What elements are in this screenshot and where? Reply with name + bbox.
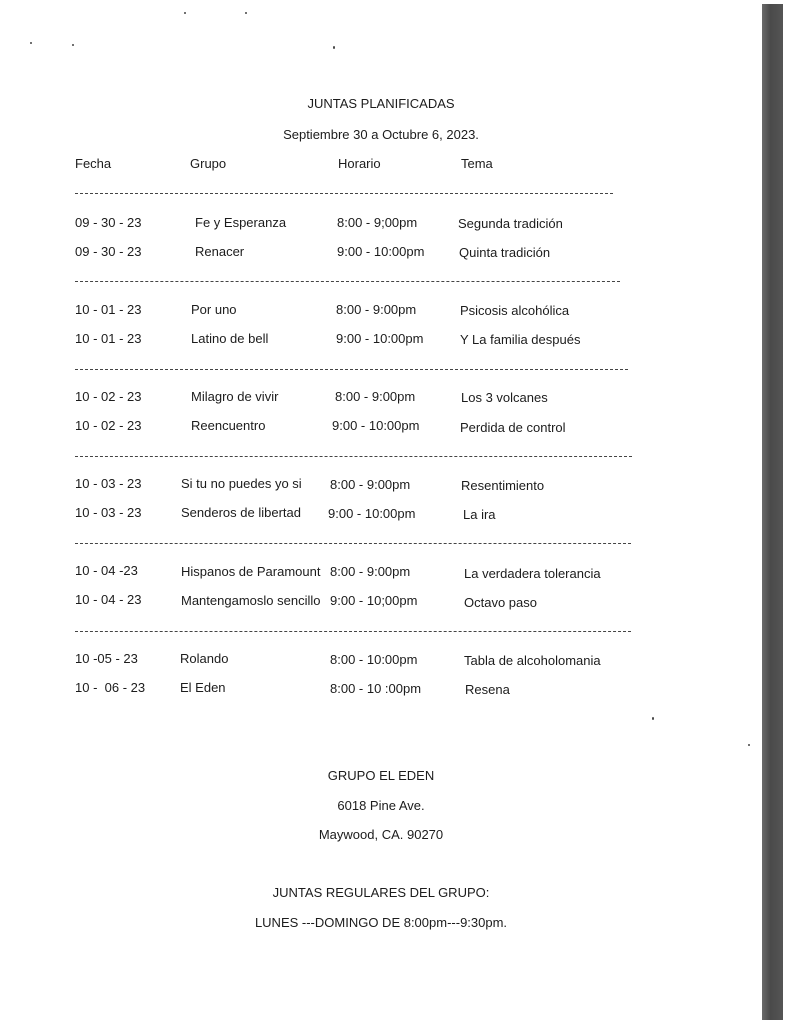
row-1-fecha: 09 - 30 - 23 xyxy=(75,215,142,230)
row-7-horario: 8:00 - 9:00pm xyxy=(330,477,411,492)
row-1-grupo: Fe y Esperanza xyxy=(195,215,287,230)
row-2-grupo: Renacer xyxy=(195,244,245,259)
row-6-fecha: 10 - 02 - 23 xyxy=(75,418,142,433)
document-title: JUNTAS PLANIFICADAS xyxy=(307,96,455,111)
row-8-fecha: 10 - 03 - 23 xyxy=(75,505,142,520)
row-11-fecha: 10 -05 - 23 xyxy=(75,651,138,666)
header-horario: Horario xyxy=(338,156,381,171)
section-divider xyxy=(75,281,620,282)
header-fecha: Fecha xyxy=(75,156,112,171)
scan-speck xyxy=(333,46,335,49)
row-7-tema: Resentimiento xyxy=(461,478,545,493)
row-8-grupo: Senderos de libertad xyxy=(181,505,301,520)
row-7-fecha: 10 - 03 - 23 xyxy=(75,476,142,491)
row-10-grupo: Mantengamoslo sencillo xyxy=(181,593,321,608)
regular-meetings-title: JUNTAS REGULARES DEL GRUPO: xyxy=(272,885,490,900)
row-6-horario: 9:00 - 10:00pm xyxy=(332,418,420,433)
scan-speck xyxy=(184,12,186,14)
row-2-fecha: 09 - 30 - 23 xyxy=(75,244,142,259)
date-range: Septiembre 30 a Octubre 6, 2023. xyxy=(283,127,479,142)
section-divider xyxy=(75,631,631,632)
row-9-grupo: Hispanos de Paramount xyxy=(181,564,321,579)
row-5-horario: 8:00 - 9:00pm xyxy=(335,389,416,404)
row-11-tema: Tabla de alcoholomania xyxy=(464,653,601,668)
row-3-horario: 8:00 - 9:00pm xyxy=(336,302,417,317)
row-6-grupo: Reencuentro xyxy=(191,418,266,433)
scan-shadow-edge xyxy=(762,4,783,1020)
group-name: GRUPO EL EDEN xyxy=(327,768,435,783)
group-address: 6018 Pine Ave. xyxy=(337,798,425,813)
scan-speck xyxy=(30,42,32,44)
row-5-fecha: 10 - 02 - 23 xyxy=(75,389,142,404)
row-10-tema: Octavo paso xyxy=(464,595,537,610)
header-tema: Tema xyxy=(461,156,493,171)
scan-speck xyxy=(652,717,654,720)
row-4-horario: 9:00 - 10:00pm xyxy=(336,331,424,346)
row-12-grupo: El Eden xyxy=(180,680,226,695)
section-divider xyxy=(75,543,631,544)
row-9-horario: 8:00 - 9:00pm xyxy=(330,564,411,579)
scan-speck xyxy=(245,12,247,14)
row-11-grupo: Rolando xyxy=(180,651,229,666)
row-10-fecha: 10 - 04 - 23 xyxy=(75,592,142,607)
row-9-fecha: 10 - 04 -23 xyxy=(75,563,138,578)
row-6-tema: Perdida de control xyxy=(460,420,566,435)
row-3-grupo: Por uno xyxy=(191,302,237,317)
row-2-tema: Quinta tradición xyxy=(459,245,551,260)
scan-speck xyxy=(748,744,750,746)
row-2-horario: 9:00 - 10:00pm xyxy=(337,244,425,259)
row-1-tema: Segunda tradición xyxy=(458,216,563,231)
row-3-tema: Psicosis alcohólica xyxy=(460,303,570,318)
section-divider xyxy=(75,369,628,370)
group-city: Maywood, CA. 90270 xyxy=(318,827,444,842)
row-10-horario: 9:00 - 10;00pm xyxy=(330,593,418,608)
row-4-fecha: 10 - 01 - 23 xyxy=(75,331,142,346)
row-12-fecha: 10 - 06 - 23 xyxy=(75,680,146,695)
row-1-horario: 8:00 - 9;00pm xyxy=(337,215,418,230)
row-3-fecha: 10 - 01 - 23 xyxy=(75,302,142,317)
section-divider xyxy=(75,456,632,457)
row-4-grupo: Latino de bell xyxy=(191,331,269,346)
row-12-tema: Resena xyxy=(465,682,510,697)
row-4-tema: Y La familia después xyxy=(460,332,581,347)
regular-meetings-schedule: LUNES ---DOMINGO DE 8:00pm---9:30pm. xyxy=(254,915,508,930)
row-8-tema: La ira xyxy=(463,507,496,522)
row-7-grupo: Si tu no puedes yo si xyxy=(181,476,302,491)
header-grupo: Grupo xyxy=(190,156,227,171)
row-5-tema: Los 3 volcanes xyxy=(461,390,548,405)
row-9-tema: La verdadera tolerancia xyxy=(464,566,601,581)
row-8-horario: 9:00 - 10:00pm xyxy=(328,506,416,521)
row-5-grupo: Milagro de vivir xyxy=(191,389,279,404)
row-11-horario: 8:00 - 10:00pm xyxy=(330,652,418,667)
row-12-horario: 8:00 - 10 :00pm xyxy=(330,681,422,696)
section-divider xyxy=(75,193,613,194)
scan-speck xyxy=(72,44,74,46)
